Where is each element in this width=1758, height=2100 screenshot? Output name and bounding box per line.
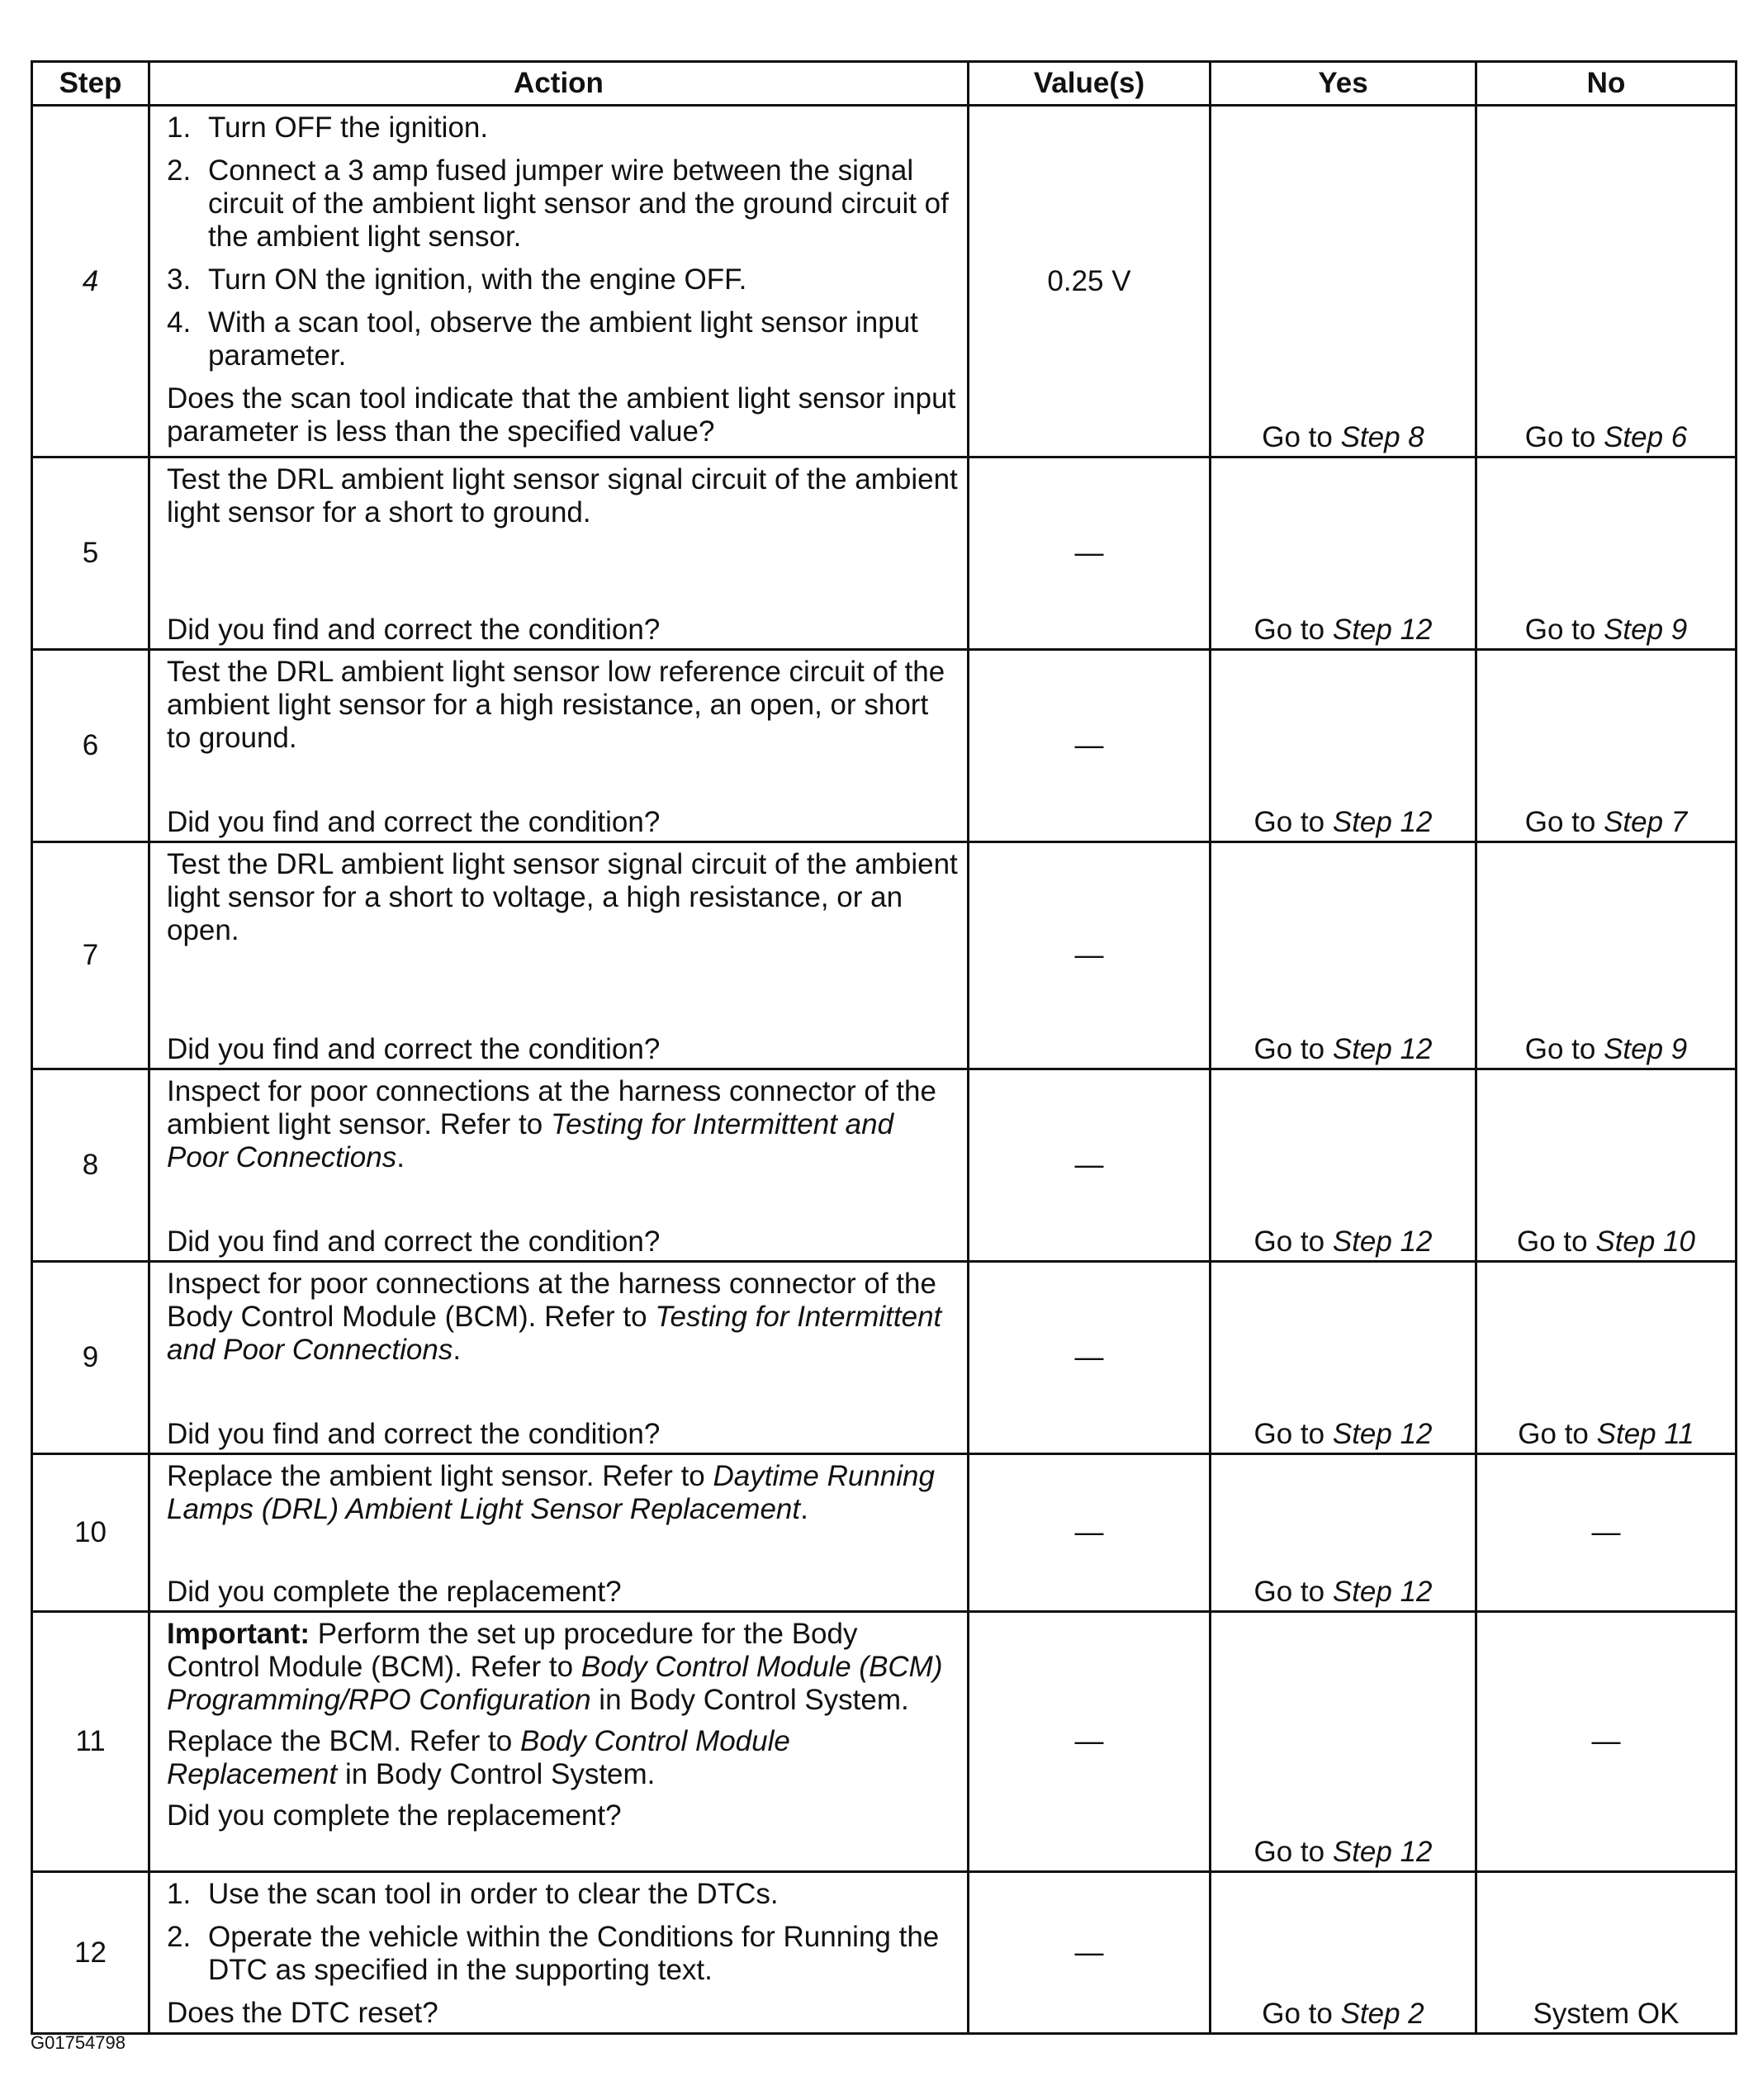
step-number: 5 bbox=[32, 457, 149, 650]
action-cell bbox=[149, 1454, 969, 1612]
table-row bbox=[32, 1069, 1737, 1262]
reference-link[interactable]: Daytime Running Lamps (DRL) Ambient Light Sensor Replacement bbox=[167, 1460, 935, 1525]
action-cell bbox=[149, 1069, 969, 1262]
header-no: No bbox=[1476, 62, 1737, 106]
action-cell bbox=[149, 457, 969, 650]
header-action: Action bbox=[149, 62, 969, 106]
question-text: Does the scan tool indicate that the ambient light sensor input parameter is less than the specified value? bbox=[167, 382, 956, 448]
step-number: 11 bbox=[32, 1612, 149, 1872]
action-cell bbox=[149, 1612, 969, 1872]
step-link: Step 12 bbox=[1332, 806, 1433, 838]
value-cell: — bbox=[969, 1612, 1211, 1872]
value-cell: — bbox=[969, 457, 1211, 650]
table-row bbox=[32, 106, 1737, 457]
step-number: 7 bbox=[32, 842, 149, 1069]
step-link: Step 12 bbox=[1332, 614, 1433, 646]
no-cell: Go to Step 9 bbox=[1476, 457, 1737, 650]
reference-link[interactable]: Body Control Module Replacement bbox=[167, 1725, 790, 1790]
header-yes: Yes bbox=[1211, 62, 1476, 106]
value-cell: — bbox=[969, 1454, 1211, 1612]
header-values: Value(s) bbox=[969, 62, 1211, 106]
action-text: Test the DRL ambient light sensor low reference circuit of the ambient light sensor for a high resistance, an open, or short to ground. bbox=[167, 656, 945, 754]
important-label: Important: bbox=[167, 1618, 310, 1650]
numbered-list bbox=[167, 111, 959, 372]
list-item: 3. Turn ON the ignition, with the engine OFF. bbox=[167, 263, 747, 296]
action-cell bbox=[149, 650, 969, 842]
step-number: 9 bbox=[32, 1262, 149, 1454]
reference-link[interactable]: Testing for Intermittent and Poor Connections bbox=[167, 1108, 894, 1173]
figure-id: G01754798 bbox=[31, 2032, 126, 2053]
list-item: 4. With a scan tool, observe the ambient light sensor input parameter. bbox=[167, 306, 918, 372]
table-row bbox=[32, 457, 1737, 650]
action-text: Test the DRL ambient light sensor signal circuit of the ambient light sensor for a short to voltage, a high resistance, or an open. bbox=[167, 848, 958, 946]
list-item: 2. Operate the vehicle within the Conditions for Running the DTC as specified in the supporting text. bbox=[167, 1921, 940, 1986]
table-row bbox=[32, 842, 1737, 1069]
step-link: Step 11 bbox=[1596, 1418, 1694, 1450]
action-cell bbox=[149, 1872, 969, 2034]
action-cell bbox=[149, 106, 969, 457]
no-cell: — bbox=[1476, 1612, 1737, 1872]
yes-cell: Go to Step 12 bbox=[1211, 1454, 1476, 1612]
question-text: Does the DTC reset? bbox=[167, 1997, 438, 2029]
no-cell: Go to Step 7 bbox=[1476, 650, 1737, 842]
step-link: Step 2 bbox=[1340, 1998, 1424, 2030]
no-cell: System OK bbox=[1476, 1872, 1737, 2034]
step-number: 8 bbox=[32, 1069, 149, 1262]
table-row bbox=[32, 1872, 1737, 2034]
value-cell: — bbox=[969, 1872, 1211, 2034]
value-cell: — bbox=[969, 1069, 1211, 1262]
value-cell: 0.25 V bbox=[969, 106, 1211, 457]
yes-cell: Go to Step 12 bbox=[1211, 1069, 1476, 1262]
yes-cell: Go to Step 12 bbox=[1211, 1612, 1476, 1872]
step-link: Step 12 bbox=[1332, 1836, 1433, 1868]
step-link: Step 12 bbox=[1332, 1576, 1433, 1608]
table-row bbox=[32, 1454, 1737, 1612]
action-text: Inspect for poor connections at the harness connector of the Body Control Module (BCM). Refer to Testing for Intermittent and Poor Connections. bbox=[167, 1268, 942, 1366]
value-cell: — bbox=[969, 650, 1211, 842]
no-cell: Go to Step 9 bbox=[1476, 842, 1737, 1069]
list-item: 1. Use the scan tool in order to clear the DTCs. bbox=[167, 1878, 779, 1910]
question-text: Did you complete the replacement? bbox=[167, 1576, 622, 1608]
yes-cell: Go to Step 12 bbox=[1211, 650, 1476, 842]
step-number: 6 bbox=[32, 650, 149, 842]
table-row bbox=[32, 1262, 1737, 1454]
yes-cell: Go to Step 12 bbox=[1211, 1262, 1476, 1454]
step-link: Step 8 bbox=[1340, 421, 1424, 453]
step-link: Step 12 bbox=[1332, 1225, 1433, 1258]
yes-cell: Go to Step 12 bbox=[1211, 457, 1476, 650]
table-row bbox=[32, 650, 1737, 842]
step-link: Step 10 bbox=[1595, 1225, 1695, 1258]
value-cell: — bbox=[969, 842, 1211, 1069]
diagnostic-table bbox=[31, 60, 1737, 2035]
no-cell: Go to Step 6 bbox=[1476, 106, 1737, 457]
action-text: Inspect for poor connections at the harness connector of the ambient light sensor. Refer to Testing for Intermittent and Poor Connections. bbox=[167, 1075, 936, 1173]
step-number: 12 bbox=[32, 1872, 149, 2034]
no-cell: Go to Step 11 bbox=[1476, 1262, 1737, 1454]
step-link: Step 12 bbox=[1332, 1033, 1433, 1065]
important-note: Important: Perform the set up procedure for the Body Control Module (BCM). Refer to Body Control Module (BCM) Programming/RPO Configuration in Body Control System. bbox=[167, 1618, 943, 1716]
yes-cell: Go to Step 12 bbox=[1211, 842, 1476, 1069]
step-link: Step 9 bbox=[1604, 1033, 1688, 1065]
reference-link[interactable]: Body Control Module (BCM) Programming/RPO Configuration bbox=[167, 1651, 943, 1716]
action-text: Replace the BCM. Refer to Body Control Module Replacement in Body Control System. bbox=[167, 1725, 790, 1790]
reference-link[interactable]: Testing for Intermittent and Poor Connections bbox=[167, 1301, 942, 1366]
question-text: Did you find and correct the condition? bbox=[167, 1418, 661, 1450]
question-text: Did you find and correct the condition? bbox=[167, 1225, 661, 1258]
no-cell: — bbox=[1476, 1454, 1737, 1612]
action-cell bbox=[149, 1262, 969, 1454]
header-step: Step bbox=[32, 62, 149, 106]
action-text: Test the DRL ambient light sensor signal circuit of the ambient light sensor for a short to ground. bbox=[167, 463, 958, 529]
table-row bbox=[32, 1612, 1737, 1872]
question-text: Did you find and correct the condition? bbox=[167, 806, 661, 838]
numbered-list bbox=[167, 1878, 959, 1987]
action-text: Replace the ambient light sensor. Refer to Daytime Running Lamps (DRL) Ambient Light Sensor Replacement. bbox=[167, 1460, 935, 1525]
question-text: Did you find and correct the condition? bbox=[167, 1033, 661, 1065]
value-cell: — bbox=[969, 1262, 1211, 1454]
action-cell bbox=[149, 842, 969, 1069]
header-row bbox=[32, 62, 1737, 106]
no-cell: Go to Step 10 bbox=[1476, 1069, 1737, 1262]
step-link: Step 12 bbox=[1332, 1418, 1433, 1450]
step-link: Step 9 bbox=[1604, 614, 1688, 646]
step-link: Step 6 bbox=[1604, 421, 1688, 453]
yes-cell: Go to Step 8 bbox=[1211, 106, 1476, 457]
step-link: Step 7 bbox=[1604, 806, 1688, 838]
step-number: 10 bbox=[32, 1454, 149, 1612]
question-text: Did you complete the replacement? bbox=[167, 1799, 622, 1832]
list-item: 2. Connect a 3 amp fused jumper wire between the signal circuit of the ambient light sensor and the ground circuit of the ambient light sensor. bbox=[167, 154, 949, 253]
yes-cell: Go to Step 2 bbox=[1211, 1872, 1476, 2034]
list-item: 1. Turn OFF the ignition. bbox=[167, 111, 489, 144]
step-number: 4 bbox=[32, 106, 149, 457]
question-text: Did you find and correct the condition? bbox=[167, 614, 661, 646]
